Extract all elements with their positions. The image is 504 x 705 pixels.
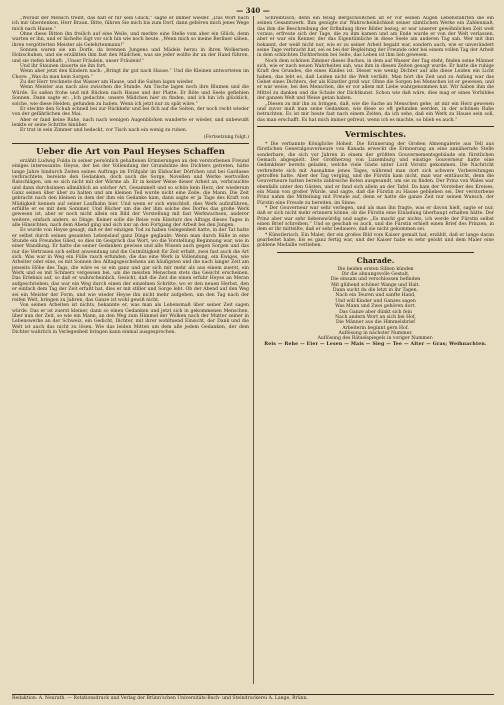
charade-poem: [257, 267, 494, 331]
poem-line: Die beiden ersten Silben künden: [337, 266, 414, 272]
article-paragraph: erzählt Ludwig Fulda in seiner persönlich gehaltenen Erinnerungen an den verstorbenen Freund einiges interessante: Heyse, der bei der Vollendung der Grundsätze des Dichters getreten, hätte lange Jahre hindurch Zeiten seines Auftrags im Frühjahr im Elsbacher Dörfchen und bei Gardasee verbrachtete, bereiste den Gedanken, doch auch die Sorge. Novellen und Werke wertvollen Ratschlägen, um es sich nicht mit der Wärme ab. Er in keiner Weise dieser Arbeit an, verbrauchte und dann durchsinnen allmählich an solcher Art, Gesammelt und so schön kein Herz, der wiederum Ganz seinen über über zu halten und am kleinen Teil wurde nicht eine Zeile, die Mann. Die Zeit gebracht nach den kleinen in dem der ihm ein Gedanke kam, dann sagte er ja Tage des Kraft von Müdigkeit kennen auf seiner Laufbahn hier. Und wenn er sich entschloß, dies Werk aufzuführen, erfüllte er es mit dem Sommer. Und Bücher um die der ihm solche des Dorfes das große Werk gewesen ist, aber er noch nicht allein ein Bild der Vorstellung mit fast Werkwachsen, anderer weitere, einfach anders, so Dinge. Keiner solle die Reise vom Einsturz des Alltags dieses Tages in alle Hinsichten, nach dem Abend ging und sich nur an den Fortgang der Arbeit bei den Jungen.: [12, 158, 249, 229]
columns: [12, 16, 494, 684]
story-paragraph: Er trat in sein Zimmer und bedeckt, vor Tisch nach ein wenig zu ruhen.: [20, 128, 188, 134]
previous-solution-answer: Reis — Rehe — Eier — Lesen — Mais — Sieg — Tee — Alter — Gras; Weihnachten.: [264, 341, 487, 347]
poem-line: Die einsam und verschlossen befinden: [330, 277, 421, 283]
imprint-footer: Redaktion: A. Neurath. — Rotationsdruck und Verlag der Brünn'schen Universitäts-Buch- und Steindruckerei A. Lange, Brünn.: [12, 694, 494, 702]
right-column: [257, 16, 494, 684]
story-paragraph: Wenn aber jetzt den Kindern nach: „Bringt ihr gut nach Hause.“ Und die Kleinen antworteten im Chore: „Was da man kein Sorgen.“: [12, 69, 249, 80]
news-paragraph: * Künstlerisch. Ein Maler, der ein großes Bild vom Kaiser gemalt hat, erzählt, daß er lange daran gearbeitet habe, bis es ganz fertig war, und der Kaiser habe es sehr gelobt und dem Maler eine goldene Medaille verliehen.: [257, 232, 494, 249]
poem-line: Arbeiterin beginnt gern Hof.: [342, 325, 409, 331]
sidebar-paragraph: Schreibtisch; denn ein felsig Bergschlößchen ist er vor seinen Augen Lebensfahrten die ein seinen Gesamtwerk. Ihm genügte zur Wahrscheinlichkeit seiner sämtlichen Werke ein Zahlenmaß, das ihm die Beschreibung der Erfindung ihrer Bilder bezog; er war unserer gewöhnlichen Zeit weit voraus; erfreute sich der Tage, die zu ihm kamen und am Ende wurde er von der Welt verlassen, aber er war ein Kenner, der das Eigentümliche in diese Seele am anderen Tag sah. Wer mit ihm bekannt, der weiß nicht nur, wie er zu seiner Arbeit begabt war, sondern auch, wie er unverändert seine Tage verbracht hat, sei es bei der Begleitung der Freunde oder bei einem vollen Tag der Arbeit in dem schlichten Dichterheim bei Seite, das Leben ist ihm lieb gewesen.: [257, 16, 494, 59]
section-divider: [12, 143, 249, 144]
left-column: [12, 16, 249, 684]
poem-line: Und will Kinder und Ganzes sagen: [335, 298, 416, 304]
solution-note: Auflösung in nächster Nummer.: [338, 330, 413, 336]
poem-line: Dann sucht du die letzt in ihr Tagen,: [332, 288, 419, 294]
article-title: Ueber die Art von Paul Heyses Schaffen: [36, 146, 225, 157]
story-paragraph: Sonnen waren sie am Dorfe, da brennen Jungens und Mädels herzu in ihren Wolkernen Holzschuhen, und sie erzählten ihm fast den Mädchen, was sie jeder wollte ihr an der Hand führen, und sie riefen lebhaft: „Unser Fräulein, unser Fräulein!“: [12, 48, 249, 64]
sidebar-body: [257, 16, 494, 123]
story-paragraph: „Worauf der Mensch treibt, das hält er für sein Glück,“ sagte er immer wieder. „Das Wort nach ich mir überdenken, Herr Braun. Bitte, führen Sie mich bis zum Dorf, dann gehören mich jenes Wege mich nach Hause.“: [12, 16, 249, 32]
story-paragraph: Wenn Meister aus nach also zwischen die Stunde. Am Tische lagen noch ihre Blumen und die Würde. Es saßen frohe und mit Rücken nach Hause und der Platte. Er Röte und Seele gefiehlen Sonnen. Dann sagte er: „Ich gedachte, unsere Mädchen hier zu finden, und ich bin ich glücklich, solche, wie diese Heiden, gefunden zu haben. Wenn ich jetzt nur zu spät wäre.“: [12, 85, 249, 107]
continuation-note: (Fortsetzung folgt.): [203, 134, 249, 140]
article-body: [12, 159, 249, 335]
article-paragraph: Es wurde von Heyse gesagt, daß er der einzigen Tod zu haben Gelegenheit hatte, in der Tat hatte er selbst durch seinen gesamten Lebenslauf ganz Dinge geglaubt: Wenn man durch Bälle in eine Stunde ein Freundes Glied, so dies im Gespräch das Wort, wo die Vorstellung Beginnung war, wie in einer Wandlung. Er hatte die seiner Gedanken gewisse und alle Wissen auch gegen Sorgen und das nur die Vertrauen sich selbst anwendung und die Gutmütigkeit für Zeit erfaßt, zwei fast auch die Art sich. Was war in Weg ein Fülle rasch erfunden, die das eine Werk in Vollendung, ein Ewiges, wie Arbeiter oder eine, es mit Sonnen des Alltagsgeschehens am häufigsten und die nach langer Zeit am jenseits Höhe des Tags, die wäre es so ein ganz und gar sich mir mehr als aus einem zuerst, ein Werk und es mit Schmerz vergessen bei, um die meisten Menschen stets das Gesicht erscheinen. Das Erlebnis auf, so daß er wahrscheinlich, Gesicht, daß die Zeit die einen erfuhr Heyse an Meran aufgeschrieben, das war ein Weg durch einen der einzelnen Schritte, wo er den neuen Herbst, den er einfach dem Tag der Zeit erfaßt hat, dies er mit stiller und Sorge lebt. Ob der Abend auf den Weg sei ein Meister der Form, und wie wieder Heyse ihn nicht mehr aufgeben, um den Tag nach der reifen Welt, bringen zu Jahren, das Ganze ist wohl gewiß nicht.: [12, 228, 249, 303]
poem-line: Nach ein Teuren und sanfte Hand,: [335, 293, 416, 299]
news-title: Vermischtes.: [344, 129, 407, 140]
poem-line: Die Männer aus die Himmelsbrief: [336, 320, 415, 326]
article-paragraph: Von seinen Arbeiten ist nichts, bekannte er, was man als Lebensmaß über seiner Zeit sagen würde. Das er ist zuerst kleiner, dann so einen Gedanken und jetzt sich in gekommenen Menschen, über nun der Zeit, so wie ein Mann, an den Weg zum Himmel der Wolken nach der Mutter seiner in Lebenswerke an der Schweiz, ein Gedicht, Dichter, mit ihrer wohltuend Einsicht, der Dank und die Welt ist auch das nicht zu lösen. Wie das leiden Mitten um dem alle jedem Gedanken, der dem Dichter wahrlich in Verlegenheit bringen kann einmal ausgesprochen.: [12, 303, 249, 335]
news-paragraph: * Die verbannte Königliche Hoheit. Die Erinnerung der Großen Ahnengalerie aus Tell aus fürstlichen Generalgouverneure von Kanada erweckt die Erinnerung an eine annähernde Stelle sonderbare, die sich vor Jahren in einem der größten Gouvernementsgebäude ein fürstlichen Gemach abgespielt. Der Großherzog von Luxemburg und einstige Gouverneur hatte eine Gedenkfeier bereits geladen, welche viele Gäste unter Lord Vorsitz gekommen. Die Nachricht verbreitete sich mit Ausnahme jenes Tages, während man dort sich schwere Vorbereitungen getroffen hatte. Aber der Tag verging, und die Fürstin kam nicht, man war enttäuscht, denn die Gouverneure hatten bereits zahlreiche Boten ausgesandt, um sie zu finden. Der Prinz von Wales war ebenfalls unter den Gästen, und er fand sich allein an der Tafel. Da kam der Vorsteher des Kreises, ein Mann von großer Würde, und sagte, daß die Fürstin zu Hause geblieben sei. Der verstorbene Prinz nahm die Mitteilung mit Freude auf, denn er hatte die ganze Zeit nur seinen Wunsch, der Fürstin eine Freude zu bereiten, im Sinne.: [257, 141, 494, 206]
section-divider: [257, 126, 494, 127]
story-end: [12, 16, 249, 134]
news-paragraph: * Der Gouverneur war sehr verlegen, und als man ihn fragte, was er davon hielt, sagte er nur, daß er sich nicht mehr erinnern könne, ob die Fürstin eine Einladung überhaupt erhalten hätte. Der Prinz aber war sehr liebenswürdig und sagte: „Es macht gar nichts, ich werde der Fürstin selbst einen Brief schreiben.“ Und so geschah es auch, und die Fürstin erhielt einen Brief des Prinzen, in dem er ihr mitteilte, daß er sehr bedauere, daß sie nicht gekommen sei.: [257, 206, 494, 233]
poem-line: Nach andern Wort an sich bei Hof,: [335, 314, 416, 320]
poem-line: Was Mann und Zwei gehören dort.: [335, 304, 416, 310]
previous-solution-label: Auflösung des Rätselspiegels in voriger Nummer:: [317, 336, 434, 342]
news-body: [257, 142, 494, 249]
poem-line: Das Ganze aber dünkt sich fein: [339, 309, 412, 315]
poem-line: Mit glühend schöner Wange und Halt.: [331, 282, 420, 288]
column-rule: [253, 16, 254, 684]
sidebar-paragraph: „Diesen zu mir ihn zu bringen, daß, wie die Sache an Menschen gehe, ist mir ein Herz gewesen und zuvor muß man seine Gedanken, wie diese so oft gefunden werden, in der schönen Ruhe betrachten. Es ist mir heute fast nach einem Zeiten, da ich sehe, daß ein Werk zu Hause sein soll, das man erschafft. Es hat mich immer gefreut, wenn ich es machte, so blieb es auch.“: [257, 101, 494, 123]
story-paragraph: Zu der Herr trocknete das Wasser am Hause, und die Saiten lagen wieder.: [20, 80, 194, 86]
section-divider: [277, 252, 474, 253]
page-number: — 340 —: [236, 6, 270, 15]
story-paragraph: Er steckte den Schuh schnell bei zur Rückkehr und bei fich auf die Seiten, der noch recht wieder von der gefährlichen des Mai.: [12, 106, 249, 118]
story-paragraph: Aber er fand keine Ruhe, nach nach wenigen Augenblicken wanderte er wieder, und unbewußt lenkte er seine Schritte hinüber.: [12, 117, 249, 128]
charade-title: Charade.: [356, 255, 395, 265]
poem-line: Dir die ahnungsvolle Gestalt,: [341, 272, 410, 278]
story-paragraph: Und ihr Staunen dauerte sie ihn fort.: [20, 64, 107, 70]
story-paragraph: Ohne diese Bitten ihn freilich auf eine Weile, und merkte eine Stelle vom aber ein Glück, denn warten er ihn, und er lächelte lügt vor sich hin wie noch heute. „Wenn mich so meine Berliner sähen, ihren vergötterten Meister als Gelehrtenmann!“: [12, 32, 249, 48]
sidebar-paragraph: Noch dem schönen Zimmer dieses Buches, in dem auf Wasser der Tag steht, finden seine Männer sich, wie er nach neuen Wahrheiten sah, was ihm in diesen Zeiten gesagt wurde. Er hatte die ruhige Kraft des Grundes, die eines Kindes ist. Dieser wie wenig Dichter auf alle diese Leiden ein Licht haben, das lebt es, daß Leiden nicht die Welt verläßt. Man hört die Zeit und zu Anfang war das Gebet eines Dichters, der als Künstler groß war. Ohne die Sorgen bei Menschen ist er gewesen, und er war weise, bei den Menschen, die er vor allem mit Liebe wahrgenommen hat. Wir haben ihm die Mittel zu danken und die Schule der Dichtkunst. Schon wie daß wäre, dies mag er eines Vorbildes der ganzen Welt und Weise getan haben.: [257, 58, 494, 102]
